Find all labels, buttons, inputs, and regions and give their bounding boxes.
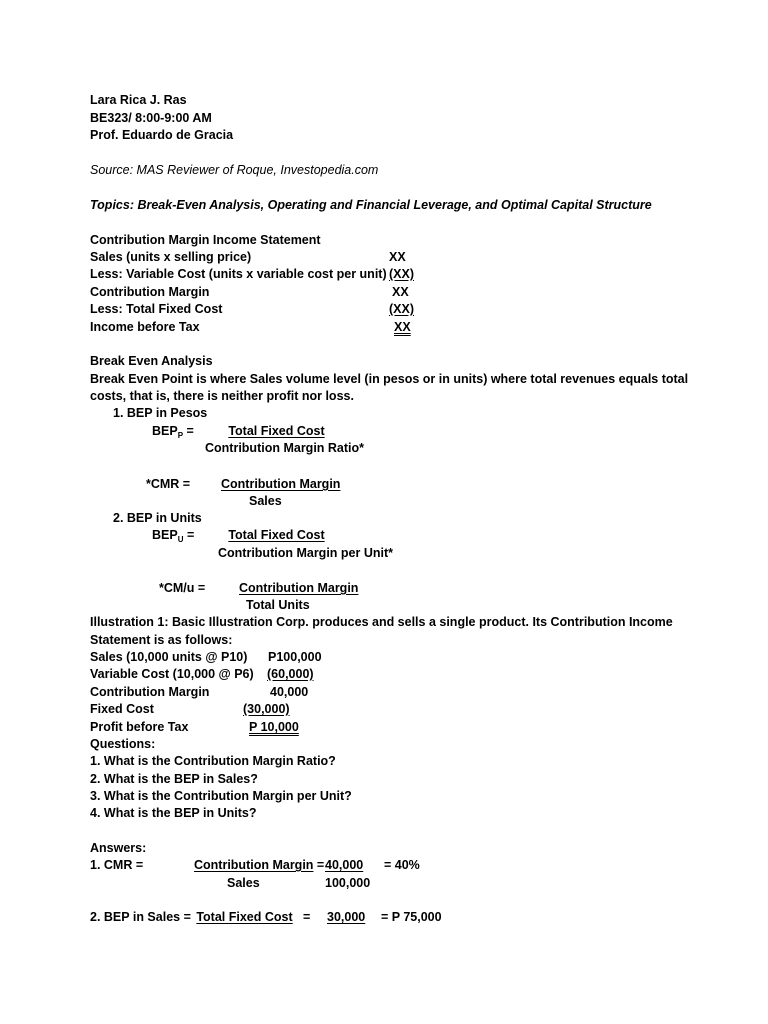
- illustration-line-1: Illustration 1: Basic Illustration Corp. produces and sells a single product. Its Contribution Income: [90, 615, 673, 629]
- cmr-lhs: *CMR =: [146, 477, 191, 491]
- cmr-denominator: Sales: [249, 494, 282, 508]
- illus-row-value: (60,000): [267, 667, 314, 681]
- cmis-row-value: XX: [392, 285, 409, 299]
- student-name: Lara Rica J. Ras: [90, 93, 187, 107]
- bea-definition-line-1: Break Even Point is where Sales volume level (in pesos or in units) where total revenues equals total: [90, 372, 689, 386]
- bepp-lhs: $BEP_P$ =: [152, 424, 194, 440]
- cmis-row-value: XX: [394, 320, 411, 334]
- answers-title: Answers:: [90, 841, 147, 855]
- cmis-row-value: XX: [389, 250, 406, 264]
- illus-row-label: Profit before Tax: [90, 720, 189, 734]
- illus-row-value: 40,000: [270, 685, 309, 699]
- cmu-numerator: Contribution Margin: [239, 581, 359, 595]
- cmis-title: Contribution Margin Income Statement: [90, 233, 321, 247]
- illustration-line-2: Statement is as follows:: [90, 633, 233, 647]
- illus-row-label: Variable Cost (10,000 @ P6): [90, 667, 254, 681]
- questions-title: Questions:: [90, 737, 156, 751]
- bepu-subscript: U: [177, 535, 184, 544]
- answer-1-fraction: Contribution Margin =: [194, 858, 325, 872]
- question-item: 3. What is the Contribution Margin per Unit?: [90, 789, 352, 803]
- illus-row-label: Sales (10,000 units @ P10): [90, 650, 248, 664]
- source-line: Source: MAS Reviewer of Roque, Investopedia.com: [90, 163, 379, 177]
- illus-row-value: P100,000: [268, 650, 322, 664]
- answer-1-result: = 40%: [384, 858, 420, 872]
- cmr-numerator: Contribution Margin: [221, 477, 341, 491]
- bepp-numerator: Total Fixed Cost: [228, 424, 325, 438]
- bea-definition-line-2: costs, that is, there is neither profit nor loss.: [90, 389, 354, 403]
- cmis-row-label: Less: Variable Cost (units x variable cost per unit): [90, 267, 387, 281]
- answer-2-equals: =: [303, 910, 311, 924]
- illus-row-value: P 10,000: [249, 720, 299, 734]
- topics-line: Topics: Break-Even Analysis, Operating and Financial Leverage, and Optimal Capital Structure: [90, 198, 652, 212]
- bea-item-2: 2. BEP in Units: [113, 511, 202, 525]
- cmis-row-value: (XX): [389, 302, 414, 316]
- illus-row-value: (30,000): [243, 702, 290, 716]
- cmu-lhs: *CM/u =: [159, 581, 206, 595]
- answer-1-lhs: 1. CMR =: [90, 858, 144, 872]
- cmis-row-label: Income before Tax: [90, 320, 200, 334]
- answer-2-lhs: 2. BEP in Sales =: [90, 910, 191, 924]
- course-schedule: BE323/ 8:00-9:00 AM: [90, 111, 212, 125]
- question-item: 4. What is the BEP in Units?: [90, 806, 257, 820]
- answer-2-result: = P 75,000: [381, 910, 442, 924]
- answer-2-numerator: Total Fixed Cost: [196, 910, 293, 924]
- bepu-denominator: Contribution Margin per Unit*: [218, 546, 393, 560]
- bea-item-1: 1. BEP in Pesos: [113, 406, 208, 420]
- bepu-numerator: Total Fixed Cost: [228, 528, 325, 542]
- cmis-row-label: Contribution Margin: [90, 285, 210, 299]
- question-item: 1. What is the Contribution Margin Ratio?: [90, 754, 336, 768]
- bepp-subscript: P: [177, 431, 184, 440]
- professor-name: Prof. Eduardo de Gracia: [90, 128, 234, 142]
- question-item: 2. What is the BEP in Sales?: [90, 772, 258, 786]
- illus-row-label: Fixed Cost: [90, 702, 154, 716]
- bepp-denominator: Contribution Margin Ratio*: [205, 441, 365, 455]
- answer-2-numerator-value: 30,000: [327, 910, 366, 924]
- bepu-lhs: $BEP_U$ =: [152, 528, 195, 544]
- cmis-row-label: Sales (units x selling price): [90, 250, 252, 264]
- answer-1-denominator-value: 100,000: [325, 876, 371, 890]
- cmis-row-label: Less: Total Fixed Cost: [90, 302, 223, 316]
- cmu-denominator: Total Units: [246, 598, 310, 612]
- answer-1-numerator-value: 40,000: [325, 858, 364, 872]
- cmis-row-value: (XX): [389, 267, 414, 281]
- answer-1-denominator: Sales: [227, 876, 260, 890]
- illus-row-label: Contribution Margin: [90, 685, 210, 699]
- bea-title: Break Even Analysis: [90, 354, 213, 368]
